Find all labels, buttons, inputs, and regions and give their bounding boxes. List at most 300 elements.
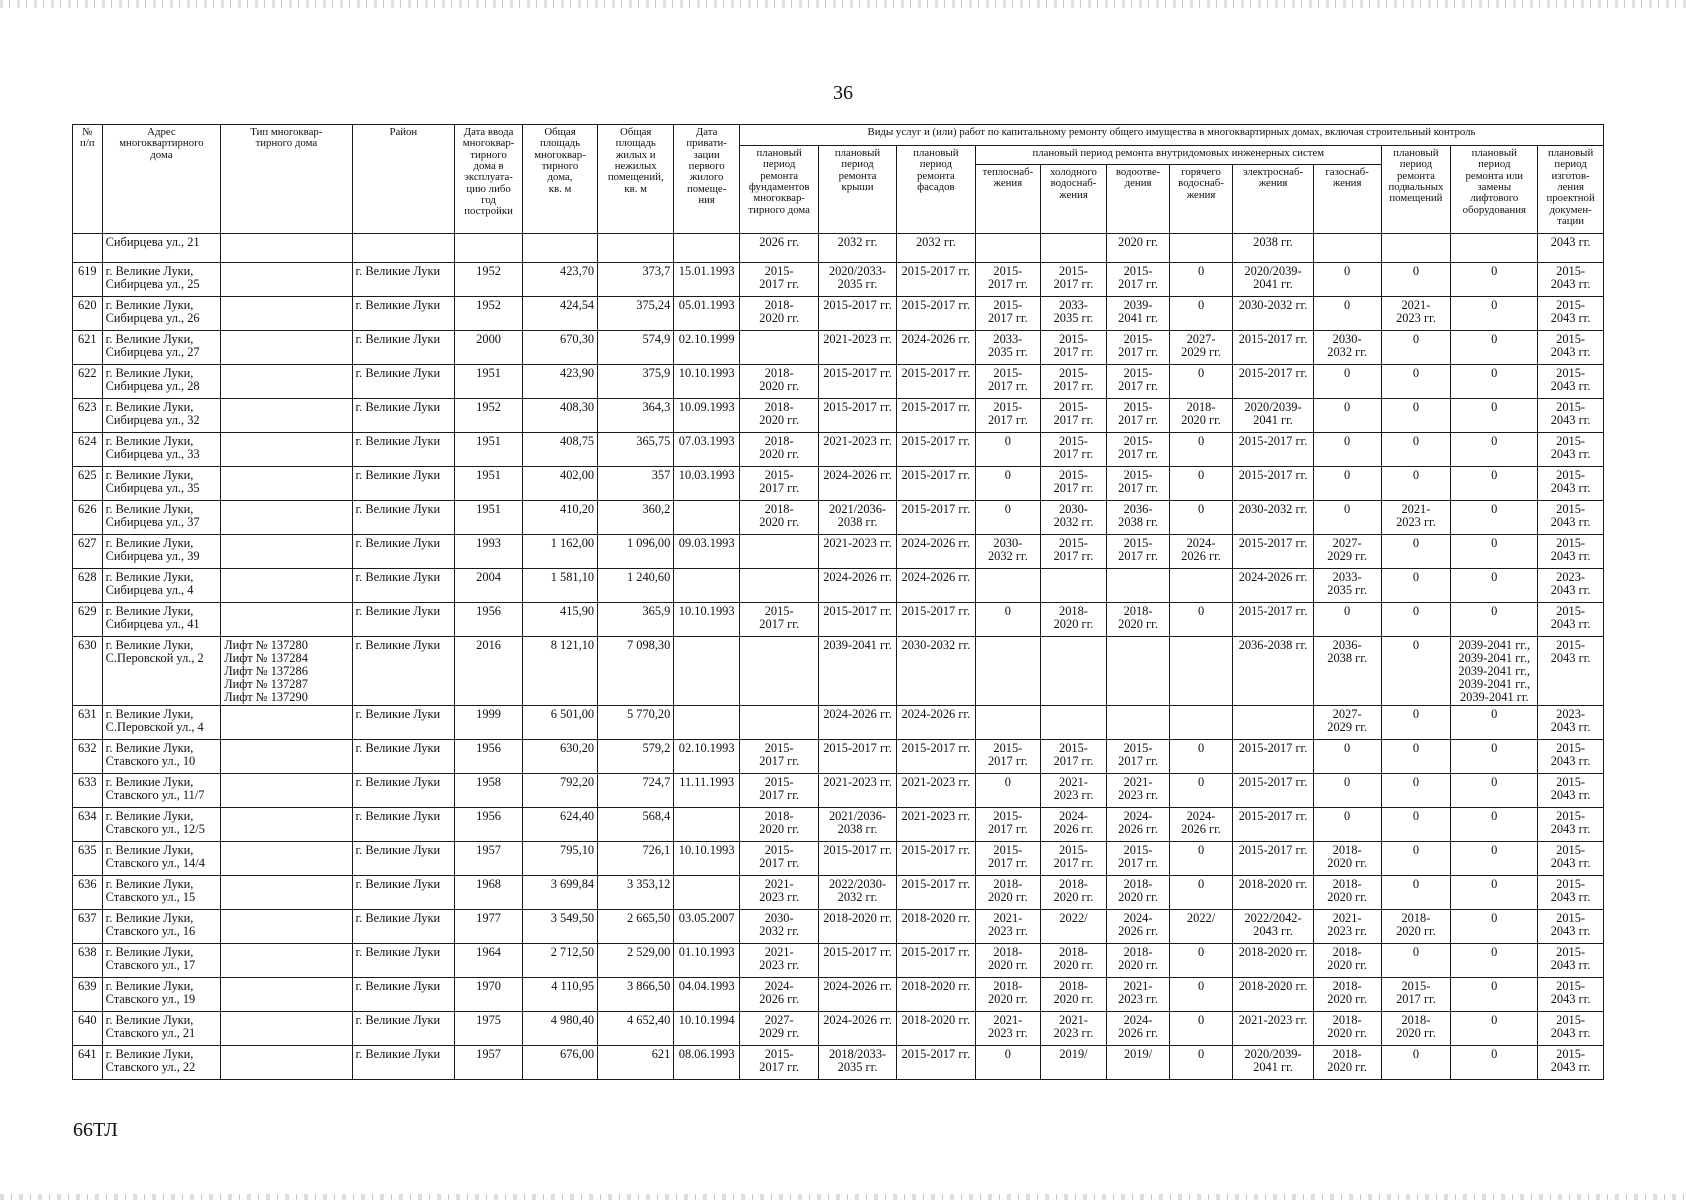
cell-year-text: 1951 [476,502,501,516]
table-row [73,910,1604,944]
cell-electric-text: 2021-2023 гг. [1238,1013,1308,1028]
cell-cold-water [1040,808,1107,842]
header-hot-water: горячего водоснаб- жения [1169,165,1233,234]
cell-living-area [598,234,674,263]
cell-total-area-text: 410,20 [560,502,595,516]
cell-basement [1381,842,1451,876]
cell-foundation [739,535,818,569]
cell-electric-text: 2020/2039- 2041 гг. [1244,1047,1302,1075]
cell-year-text: 2004 [476,570,501,584]
cell-total-area-text: 3 699,84 [550,877,595,892]
table-row [73,399,1604,433]
cell-gas-text: 0 [1344,604,1351,618]
cell-hot-water-text: 0 [1197,502,1205,516]
cell-num-text: 627 [78,536,97,550]
cell-heat [976,944,1041,978]
cell-heat [976,774,1041,808]
cell-cold-water [1040,331,1107,365]
cell-sewage-text: 2015- 2017 гг. [1118,741,1158,769]
cell-elevator [1451,234,1538,263]
table-row [73,433,1604,467]
cell-address-text: г. Великие Луки, Сибирцева ул., 4 [105,570,194,597]
cell-heat-text: 0 [1004,502,1011,516]
cell-sewage-text: 2039- 2041 гг. [1118,298,1158,325]
footer-code: 66ТЛ [73,1119,118,1141]
cell-year-text: 1952 [476,264,501,278]
cell-cold-water [1040,876,1107,910]
cell-privatization [674,603,740,637]
cell-roof [819,774,896,808]
cell-design [1538,1046,1604,1080]
cell-elevator [1451,501,1538,535]
cell-electric [1233,842,1313,876]
cell-foundation-text: 2015- 2017 гг. [759,604,800,631]
cell-elevator-text: 0 [1491,366,1498,380]
cell-year [455,637,523,706]
cell-elevator [1451,637,1538,706]
header-basement: плановый период ремонта подвальных помещений [1381,146,1451,234]
cell-hot-water [1169,433,1233,467]
cell-living-area-text: 574,9 [642,332,671,346]
cell-cold-water-text: 2015- 2017 гг. [1053,332,1094,359]
cell-cold-water [1040,433,1107,467]
cell-cold-water-text: 2015- 2017 гг. [1053,741,1094,769]
table-row [73,297,1604,331]
cell-gas [1313,944,1381,978]
cell-sewage-text: 2021- 2023 гг. [1118,979,1158,1007]
cell-sewage-text: 2015- 2017 гг. [1118,468,1158,495]
cell-address [102,637,221,706]
cell-heat [976,1012,1041,1046]
cell-facade [896,399,975,433]
cell-roof-text: 2015-2017 гг. [823,400,892,414]
cell-address [102,706,221,740]
table-row [73,603,1604,637]
cell-elevator [1451,842,1538,876]
cell-cold-water-text: 2024- 2026 гг. [1053,809,1094,837]
cell-foundation [739,263,818,297]
cell-gas [1313,365,1381,399]
cell-foundation [739,944,818,978]
cell-electric [1233,399,1313,433]
cell-design [1538,365,1604,399]
cell-elevator [1451,910,1538,944]
cell-address [102,433,221,467]
cell-roof-text: 2021-2023 гг. [823,775,892,790]
cell-type [221,910,352,944]
cell-num-text: 619 [78,264,97,278]
cell-type [221,808,352,842]
cell-living-area [598,365,674,399]
cell-roof [819,263,896,297]
cell-roof [819,740,896,774]
cell-cold-water-text: 2018- 2020 гг. [1053,877,1094,905]
cell-num-text: 630 [78,638,97,652]
cell-basement [1381,535,1451,569]
cell-design [1538,467,1604,501]
cell-heat-text: 2018- 2020 гг. [987,979,1028,1007]
cell-basement [1381,234,1451,263]
cell-num-text: 637 [78,911,97,926]
cell-facade [896,978,975,1012]
cell-gas-text: 0 [1344,366,1351,380]
cell-privatization [674,808,740,842]
cell-year [455,910,523,944]
cell-sewage-text: 2019/ [1123,1047,1153,1062]
cell-year [455,978,523,1012]
cell-design [1538,706,1604,740]
cell-foundation: 2026 гг. [739,234,818,263]
cell-gas [1313,603,1381,637]
cell-basement-text: 0 [1412,741,1420,756]
cell-type [221,535,352,569]
cell-elevator-text: 0 [1491,843,1498,858]
cell-sewage [1107,637,1169,706]
cell-heat [976,706,1041,740]
cell-living-area [598,706,674,740]
cell-facade-text: 2015-2017 гг. [901,400,971,414]
cell-sewage [1107,842,1169,876]
cell-gas-text: 0 [1344,400,1351,414]
cell-address-text: г. Великие Луки, Ставского ул., 14/4 [105,843,205,871]
cell-district-text: г. Великие Луки [355,877,441,892]
cell-total-area-text: 4 980,40 [550,1013,595,1028]
cell-foundation [739,603,818,637]
cell-cold-water [1040,365,1107,399]
cell-living-area-text: 357 [651,468,671,482]
cell-gas-text: 2036- 2038 гг. [1327,638,1367,665]
cell-year [455,297,523,331]
cell-district-text: г. Великие Луки [355,911,441,926]
cell-facade [896,263,975,297]
cell-foundation [739,876,818,910]
cell-sewage-text: 2018- 2020 гг. [1118,877,1158,905]
cell-total-area-text: 8 121,10 [550,638,595,652]
cell-year-text: 2000 [476,332,501,346]
cell-total-area [522,740,597,774]
cell-cold-water [1040,297,1107,331]
cell-num [73,1012,103,1046]
cell-facade [896,1012,975,1046]
cell-foundation [739,1012,818,1046]
cell-num-text: 633 [78,775,97,790]
cell-year-text: 1958 [476,775,501,790]
cell-foundation [739,331,818,365]
cell-facade: 2032 гг. [896,234,975,263]
cell-total-area-text: 795,10 [560,843,595,858]
cell-foundation [739,637,818,706]
cell-total-area-text: 415,90 [560,604,595,618]
cell-privatization [674,842,740,876]
table-row [73,331,1604,365]
cell-design-text: 2015- 2043 гг. [1550,264,1591,291]
cell-electric-text: 2015-2017 гг. [1238,434,1308,448]
cell-sewage-text: 2015- 2017 гг. [1118,366,1158,393]
cell-hot-water [1169,234,1233,263]
cell-electric-text: 2015-2017 гг. [1238,332,1308,346]
cell-num [73,297,103,331]
cell-hot-water [1169,706,1233,740]
cell-cold-water [1040,501,1107,535]
cell-year-text: 1968 [476,877,501,892]
cell-electric-text: 2030-2032 гг. [1238,502,1308,516]
cell-gas-text: 0 [1344,502,1351,516]
cell-design [1538,535,1604,569]
cell-year-text: 1952 [476,400,501,414]
cell-electric [1233,1046,1313,1080]
cell-cold-water-text: 2021- 2023 гг. [1053,1013,1094,1041]
cell-hot-water [1169,1046,1233,1080]
cell-living-area [598,331,674,365]
cell-electric [1233,433,1313,467]
cell-roof-text: 2024-2026 гг. [823,1013,892,1028]
cell-electric-text: 2022/2042- 2043 гг. [1244,911,1302,939]
cell-basement [1381,944,1451,978]
cell-total-area-text: 423,70 [560,264,595,278]
cell-gas [1313,331,1381,365]
cell-total-area [522,706,597,740]
cell-year-text: 1993 [476,536,501,550]
cell-gas-text: 2018- 2020 гг. [1327,945,1367,973]
cell-living-area [598,808,674,842]
cell-sewage [1107,808,1169,842]
table-row [73,637,1604,706]
cell-cold-water-text: 2015- 2017 гг. [1053,536,1094,563]
cell-privatization-text: 11.11.1993 [679,775,735,790]
cell-elevator [1451,365,1538,399]
cell-design [1538,1012,1604,1046]
cell-num [73,740,103,774]
cell-heat [976,365,1041,399]
cell-foundation-text: 2015- 2017 гг. [759,843,800,871]
cell-total-area [522,263,597,297]
cell-hot-water-text: 0 [1197,468,1205,482]
cell-hot-water [1169,569,1233,603]
cell-heat [976,603,1041,637]
cell-type [221,637,352,706]
cell-electric-text: 2015-2017 гг. [1238,775,1308,790]
cell-year-text: 1951 [476,434,501,448]
cell-cold-water [1040,263,1107,297]
cell-basement-text: 0 [1412,877,1420,892]
cell-heat-text: 2015- 2017 гг. [987,809,1028,837]
cell-privatization-text: 10.10.1994 [678,1013,735,1028]
cell-address-text: г. Великие Луки, Сибирцева ул., 33 [105,434,200,461]
cell-basement-text: 0 [1412,638,1420,652]
cell-privatization-text: 15.01.1993 [678,264,735,278]
cell-district [352,706,455,740]
cell-sewage-text: 2015- 2017 гг. [1118,332,1158,359]
cell-gas [1313,234,1381,263]
cell-gas [1313,774,1381,808]
cell-roof-text: 2024-2026 гг. [823,468,892,482]
cell-living-area-text: 360,2 [642,502,671,516]
cell-facade [896,535,975,569]
cell-cold-water [1040,569,1107,603]
cell-hot-water [1169,331,1233,365]
cell-privatization [674,399,740,433]
cell-total-area [522,467,597,501]
cell-address [102,910,221,944]
cell-hot-water [1169,399,1233,433]
cell-address [102,774,221,808]
cell-district [352,1012,455,1046]
cell-address-text: г. Великие Луки, Сибирцева ул., 35 [105,468,200,495]
cell-electric [1233,467,1313,501]
cell-elevator [1451,331,1538,365]
cell-roof-text: 2021-2023 гг. [823,332,892,346]
table-row [73,876,1604,910]
cell-roof [819,1012,896,1046]
cell-electric-text: 2020/2039- 2041 гг. [1244,264,1302,291]
cell-living-area-text: 375,24 [636,298,671,312]
cell-total-area-text: 6 501,00 [550,707,595,722]
cell-heat [976,910,1041,944]
cell-district [352,535,455,569]
cell-facade [896,365,975,399]
cell-type [221,740,352,774]
header-elevator: плановый период ремонта или замены лифтового оборудования [1451,146,1538,234]
cell-facade [896,1046,975,1080]
cell-num [73,234,103,263]
cell-foundation-text: 2030- 2032 гг. [759,911,800,939]
table-row [73,263,1604,297]
cell-total-area [522,842,597,876]
cell-type [221,569,352,603]
cell-design [1538,944,1604,978]
cell-privatization-text: 01.10.1993 [678,945,735,960]
cell-electric [1233,740,1313,774]
cell-electric [1233,365,1313,399]
cell-district [352,433,455,467]
cell-sewage: 2020 гг. [1107,234,1169,263]
cell-address [102,1046,221,1080]
cell-roof-text: 2021-2023 гг. [823,536,892,550]
cell-foundation-text: 2015- 2017 гг. [759,775,800,803]
cell-elevator [1451,467,1538,501]
cell-privatization [674,569,740,603]
cell-type [221,774,352,808]
cell-basement-text: 0 [1412,945,1420,960]
cell-foundation [739,399,818,433]
cell-privatization-text: 10.10.1993 [678,843,735,858]
cell-address [102,740,221,774]
cell-foundation [739,706,818,740]
cell-hot-water-text: 0 [1197,604,1205,618]
cell-electric [1233,706,1313,740]
header-sewage: водоотве- дения [1107,165,1169,234]
cell-basement-text: 0 [1412,707,1420,722]
cell-foundation [739,1046,818,1080]
cell-type [221,876,352,910]
cell-electric [1233,603,1313,637]
cell-address [102,944,221,978]
cell-foundation [739,842,818,876]
cell-electric-text: 2015-2017 гг. [1238,604,1308,618]
page-number: 36 [833,82,853,104]
cell-privatization [674,234,740,263]
cell-year [455,603,523,637]
cell-living-area [598,297,674,331]
cell-address [102,535,221,569]
cell-hot-water [1169,774,1233,808]
cell-basement-text: 0 [1412,536,1420,550]
cell-elevator-text: 0 [1491,911,1498,926]
cell-privatization [674,535,740,569]
cell-electric [1233,774,1313,808]
cell-foundation-text: 2018- 2020 гг. [759,366,800,393]
cell-facade [896,842,975,876]
cell-address-text: г. Великие Луки, Сибирцева ул., 28 [105,366,200,393]
cell-cold-water [1040,978,1107,1012]
cell-cold-water-text: 2018- 2020 гг. [1053,979,1094,1007]
cell-hot-water-text: 0 [1197,366,1205,380]
cell-sewage [1107,603,1169,637]
cell-sewage [1107,433,1169,467]
cell-elevator-text: 0 [1491,502,1498,516]
cell-electric [1233,535,1313,569]
cell-year-text: 1956 [476,809,501,824]
scan-edge-top [0,0,1686,8]
cell-sewage [1107,535,1169,569]
cell-num [73,399,103,433]
cell-basement [1381,399,1451,433]
cell-roof-text: 2021/2036- 2038 гг. [828,502,887,529]
cell-roof-text: 2015-2017 гг. [823,843,892,858]
cell-elevator [1451,569,1538,603]
cell-total-area [522,774,597,808]
cell-living-area-text: 3 866,50 [626,979,671,994]
cell-gas [1313,637,1381,706]
cell-sewage [1107,876,1169,910]
cell-hot-water-text: 2022/ [1186,911,1216,926]
cell-sewage [1107,331,1169,365]
cell-roof-text: 2015-2017 гг. [823,945,892,960]
cell-foundation-text: 2015- 2017 гг. [759,1047,800,1075]
cell-cold-water-text: 2015- 2017 гг. [1053,400,1094,427]
cell-roof [819,842,896,876]
cell-cold-water [1040,1046,1107,1080]
cell-basement-text: 0 [1412,809,1420,824]
cell-district-text: г. Великие Луки [355,536,441,550]
cell-num [73,331,103,365]
cell-num-text: 632 [78,741,97,756]
cell-num [73,501,103,535]
cell-elevator [1451,808,1538,842]
cell-address-text: г. Великие Луки, Сибирцева ул., 26 [105,298,200,325]
cell-sewage-text: 2015- 2017 гг. [1118,400,1158,427]
cell-num [73,637,103,706]
cell-address [102,501,221,535]
header-heat: теплоснаб- жения [976,165,1041,234]
cell-cold-water [1040,234,1107,263]
cell-electric-text: 2036-2038 гг. [1238,638,1308,652]
cell-gas [1313,1046,1381,1080]
cell-cold-water [1040,467,1107,501]
cell-sewage-text: 2018- 2020 гг. [1118,945,1158,973]
cell-foundation-text: 2015- 2017 гг. [759,264,800,291]
cell-type [221,706,352,740]
cell-design-text: 2015- 2043 гг. [1550,843,1591,871]
cell-living-area [598,603,674,637]
cell-total-area-text: 3 549,50 [550,911,595,926]
cell-year-text: 1956 [476,604,501,618]
cell-year-text: 1977 [476,911,501,926]
cell-roof [819,1046,896,1080]
cell-gas [1313,706,1381,740]
cell-privatization-text: 10.10.1993 [678,366,735,380]
cell-design-text: 2015- 2043 гг. [1550,468,1591,495]
